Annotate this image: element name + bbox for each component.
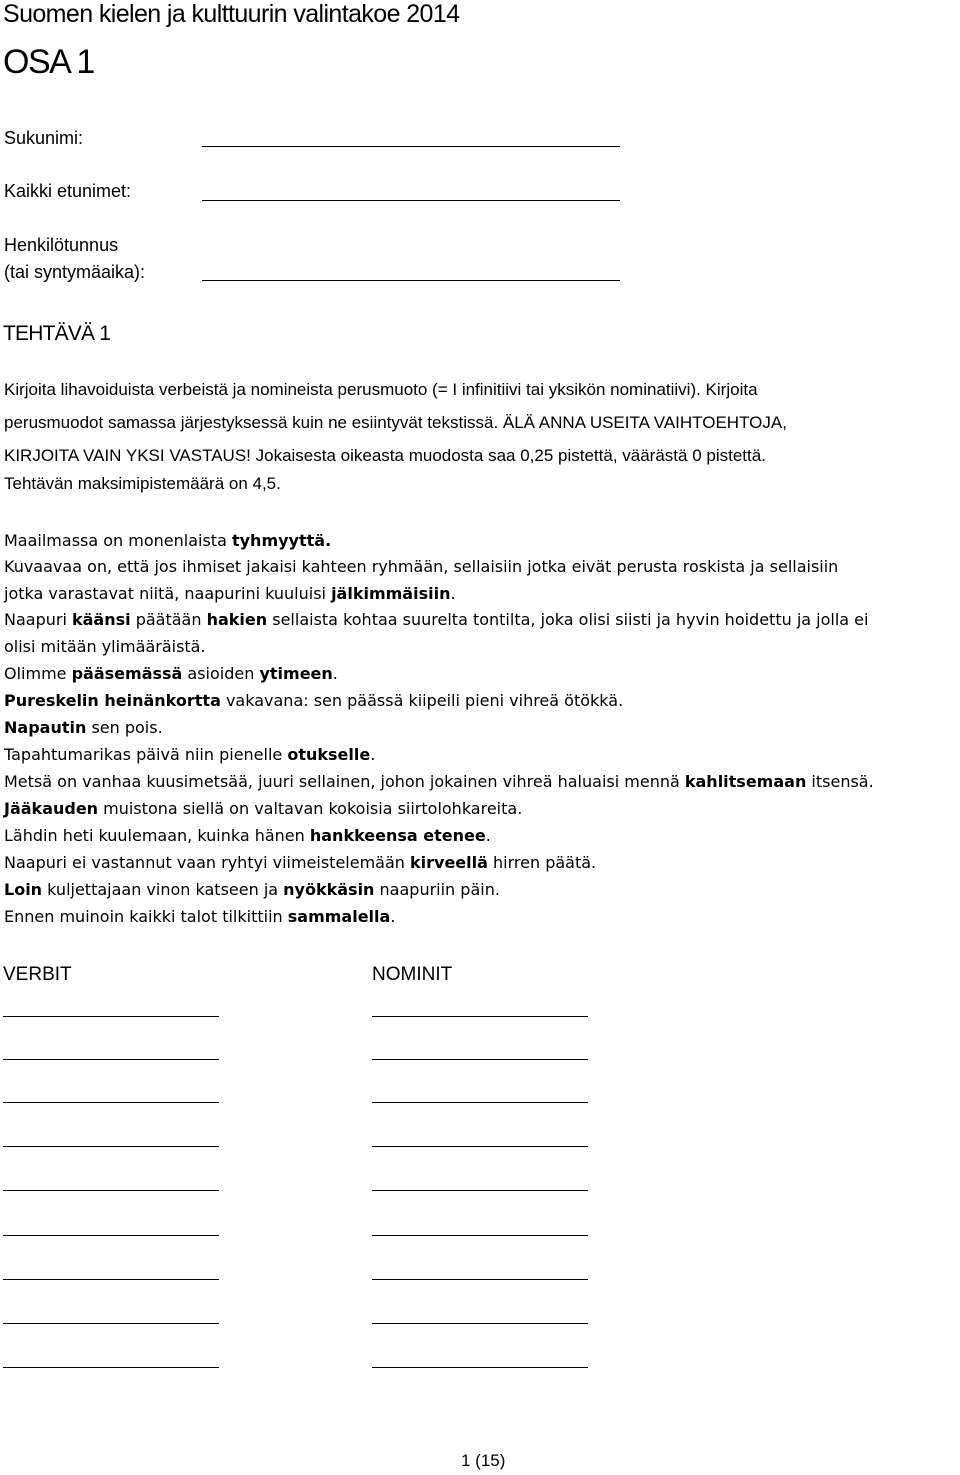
verb-answer-line[interactable]: [3, 1190, 219, 1191]
verb-answer-line[interactable]: [3, 1323, 219, 1324]
task-title: TEHTÄVÄ 1: [3, 322, 111, 345]
noun-answer-line[interactable]: [372, 1190, 588, 1191]
text-line-11: Jääkauden muistona siellä on valtavan kokoisia siirtolohkareita.: [4, 799, 523, 818]
page-title: Suomen kielen ja kulttuurin valintakoe 2014: [3, 0, 460, 28]
text-line-15: Ennen muinoin kaikki talot tilkittiin sammalella.: [4, 907, 396, 926]
surname-label: Sukunimi:: [4, 128, 84, 148]
noun-answer-line[interactable]: [372, 1016, 588, 1017]
page-number: 1 (15): [461, 1451, 506, 1470]
text-line-10: Metsä on vanhaa kuusimetsää, juuri sellainen, johon jokainen vihreä haluaisi mennä kahlitsemaan itsensä.: [4, 772, 874, 791]
verbs-heading: VERBIT: [3, 964, 72, 985]
part-heading: OSA 1: [3, 43, 94, 81]
id-label: Henkilötunnus: [4, 235, 119, 255]
text-line-9: Tapahtumarikas päivä niin pienelle otukselle.: [4, 745, 376, 764]
instructions-line-1: Kirjoita lihavoiduista verbeistä ja nomineista perusmuoto (= I infinitiivi tai yksikön nominatiivi). Kirjoita: [4, 380, 758, 399]
verb-answer-line[interactable]: [3, 1016, 219, 1017]
verb-answer-line[interactable]: [3, 1102, 219, 1103]
instructions-line-3: KIRJOITA VAIN YKSI VASTAUS! Jokaisesta oikeasta muodosta saa 0,25 pistettä, väärästä 0 pistettä.: [4, 446, 766, 465]
verb-answer-line[interactable]: [3, 1146, 219, 1147]
noun-answer-line[interactable]: [372, 1235, 588, 1236]
text-line-3: jotka varastavat niitä, naapurini kuuluisi jälkimmäisiin.: [4, 584, 456, 603]
instructions-line-4: Tehtävän maksimipistemäärä on 4,5.: [4, 474, 281, 493]
text-line-7: Pureskelin heinänkortta vakavana: sen päässä kiipeili pieni vihreä ötökkä.: [4, 691, 624, 710]
text-line-5: olisi mitään ylimääräistä.: [4, 637, 206, 656]
noun-answer-line[interactable]: [372, 1102, 588, 1103]
text-line-2: Kuvaavaa on, että jos ihmiset jakaisi kahteen ryhmään, sellaisiin jotka eivät perusta roskista ja sellaisiin: [4, 557, 839, 576]
noun-answer-line[interactable]: [372, 1279, 588, 1280]
text-line-8: Napautin sen pois.: [4, 718, 163, 737]
text-line-1: Maailmassa on monenlaista tyhmyyttä.: [4, 531, 332, 550]
verb-answer-line[interactable]: [3, 1367, 219, 1368]
text-line-14: Loin kuljettajaan vinon katseen ja nyökkäsin naapuriin päin.: [4, 880, 500, 899]
surname-field[interactable]: [202, 146, 620, 147]
text-line-6: Olimme pääsemässä asioiden ytimeen.: [4, 664, 338, 683]
instructions-line-2: perusmuodot samassa järjestyksessä kuin ne esiintyvät tekstissä. ÄLÄ ANNA USEITA VAIHTOEHTOJA,: [4, 413, 787, 432]
birthdate-label: (tai syntymäaika):: [4, 262, 146, 282]
noun-answer-line[interactable]: [372, 1146, 588, 1147]
verb-answer-line[interactable]: [3, 1059, 219, 1060]
noun-answer-line[interactable]: [372, 1367, 588, 1368]
text-line-13: Naapuri ei vastannut vaan ryhtyi viimeistelemään kirveellä hirren päätä.: [4, 853, 597, 872]
text-line-4: Naapuri käänsi päätään hakien sellaista kohtaa suurelta tontilta, joka olisi siisti ja hyvin hoidettu ja jolla ei: [4, 610, 869, 629]
first-names-label: Kaikki etunimet:: [4, 181, 132, 201]
verb-answer-line[interactable]: [3, 1279, 219, 1280]
noun-answer-line[interactable]: [372, 1323, 588, 1324]
first-names-field[interactable]: [202, 200, 620, 201]
id-field[interactable]: [202, 280, 620, 281]
nouns-heading: NOMINIT: [372, 964, 453, 985]
verb-answer-line[interactable]: [3, 1235, 219, 1236]
noun-answer-line[interactable]: [372, 1059, 588, 1060]
text-line-12: Lähdin heti kuulemaan, kuinka hänen hankkeensa etenee.: [4, 826, 491, 845]
